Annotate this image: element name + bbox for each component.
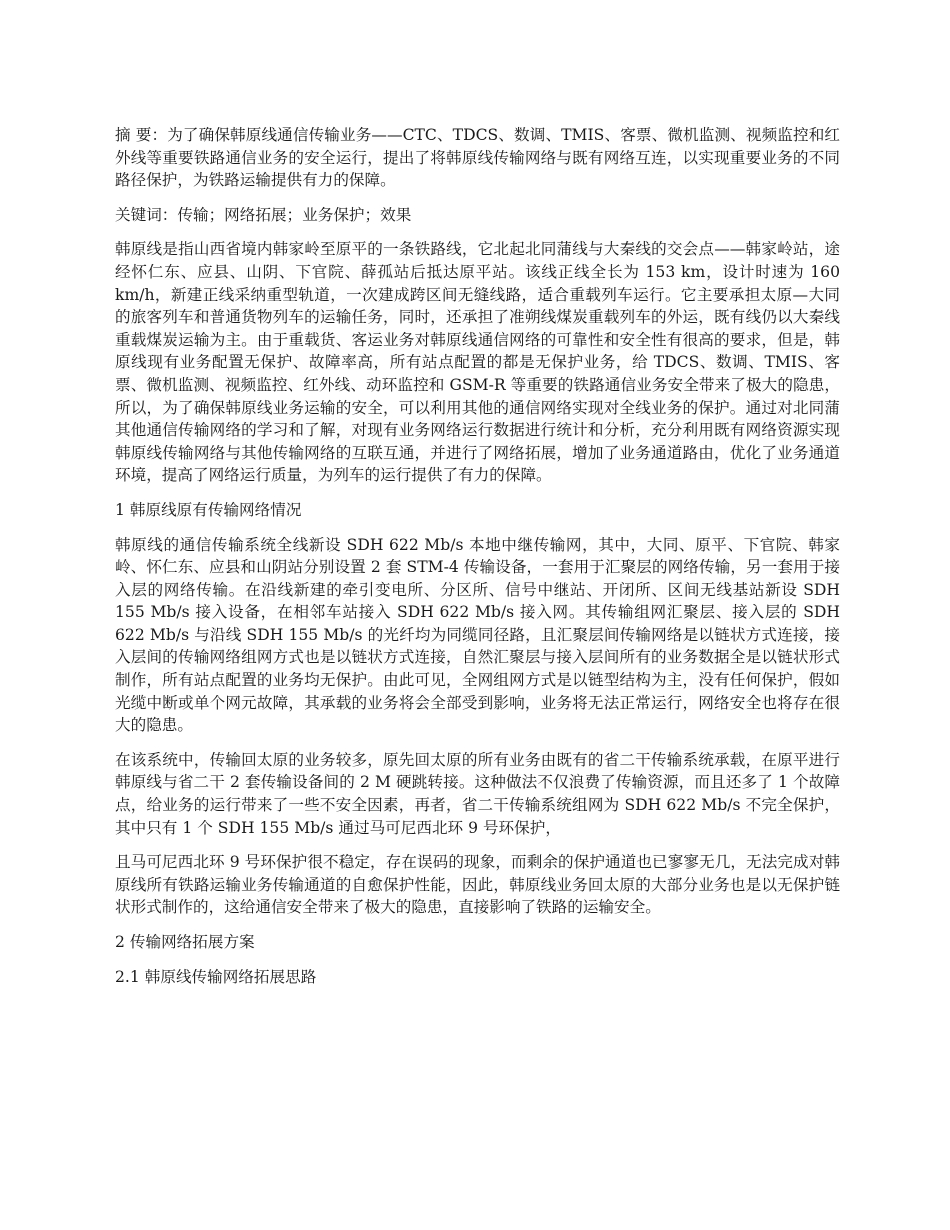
section-1-heading: 1 韩原线原有传输网络情况 xyxy=(115,500,302,519)
document-body xyxy=(115,124,840,1000)
section-1-paragraph-1: 韩原线的通信传输系统全线新设 SDH 622 Mb/s 本地中继传输网，其中，大同、原平、下官院、韩家岭、怀仁东、应县和山阴站分别设置 2 套 STM-4 传输设备，一套用于汇聚层的网络传输，另一套用于接入层的网络传输。在沿线新建的牵引变电所、分区所、信号中继站、开闭所、区间无线基站新设 SDH 155 Mb/s 接入设备，在相邻车站接入 SDH 622 Mb/s 接入网。其传输组网汇聚层、接入层的 SDH 622 Mb/s 与沿线 SDH 155 Mb/s 的光纤均为同缆同径路，且汇聚层间传输网络是以链状方式连接，接入层间的传输网络组网方式也是以链状方式连接，自然汇聚层与接入层间所有的业务数据全是以链状形式制作，所有站点配置的业务均无保护。由此可见，全网组网方式是以链型结构为主，没有任何保护，假如光缆中断或单个网元故障，其承载的业务将会全部受到影响，业务将无法正常运行，网络安全也将存在很大的隐患。 xyxy=(115,535,840,735)
keywords-paragraph: 关键词：传输；网络拓展；业务保护；效果 xyxy=(115,205,412,224)
section-1-paragraph-2: 在该系统中，传输回太原的业务较多，原先回太原的所有业务由既有的省二干传输系统承载，在原平进行韩原线与省二干 2 套传输设备间的 2 M 硬跳转接。这种做法不仅浪费了传输资源，而且还多了 1 个故障点，给业务的运行带来了一些不安全因素，再者，省二干传输系统组网为 SDH 622 Mb/s 不完全保护，其中只有 1 个 SDH 155 Mb/s 通过马可尼西北环 9 号环保护， xyxy=(115,750,840,837)
abstract-paragraph: 摘 要：为了确保韩原线通信传输业务——CTC、TDCS、数调、TMIS、客票、微机监测、视频监控和红外线等重要铁路通信业务的安全运行，提出了将韩原线传输网络与既有网络互连，以实现重要业务的不同路径保护，为铁路运输提供有力的保障。 xyxy=(115,126,840,190)
intro-paragraph: 韩原线是指山西省境内韩家岭至原平的一条铁路线，它北起北同蒲线与大秦线的交会点——韩家岭站，途经怀仁东、应县、山阴、下官院、薛孤站后抵达原平站。该线正线全长为 153 km，设计时速为 160 km/h，新建正线采纳重型轨道，一次建成跨区间无缝线路，适合重载列车运行。它主要承担太原—大同的旅客列车和普通货物列车的运输任务，同时，还承担了准朔线煤炭重载列车的外运，既有线仍以大秦线重载煤炭运输为主。由于重载货、客运业务对韩原线通信网络的可靠性和安全性有很高的要求，但是，韩原线现有业务配置无保护、故障率高，所有站点配置的都是无保护业务，给 TDCS、数调、TMIS、客票、微机监测、视频监控、红外线、动环监控和 GSM-R 等重要的铁路通信业务安全带来了极大的隐患，所以，为了确保韩原线业务运输的安全，可以利用其他的通信网络实现对全线业务的保护。通过对北同蒲其他通信传输网络的学习和了解，对现有业务网络运行数据进行统计和分析，充分利用既有网络资源实现韩原线传输网络与其他传输网络的互联互通，并进行了网络拓展，增加了业务通道路由，优化了业务通道环境，提高了网络运行质量，为列车的运行提供了有力的保障。 xyxy=(115,240,840,485)
section-1-paragraph-3: 且马可尼西北环 9 号环保护很不稳定，存在误码的现象，而剩余的保护通道也已寥寥无几，无法完成对韩原线所有铁路运输业务传输通道的自愈保护性能，因此，韩原线业务回太原的大部分业务也是以无保护链状形式制作的，这给通信安全带来了极大的隐患，直接影响了铁路的运输安全。 xyxy=(115,853,840,917)
section-2-1-heading: 2.1 韩原线传输网络拓展思路 xyxy=(115,967,317,986)
section-2-heading: 2 传输网络拓展方案 xyxy=(115,933,255,951)
